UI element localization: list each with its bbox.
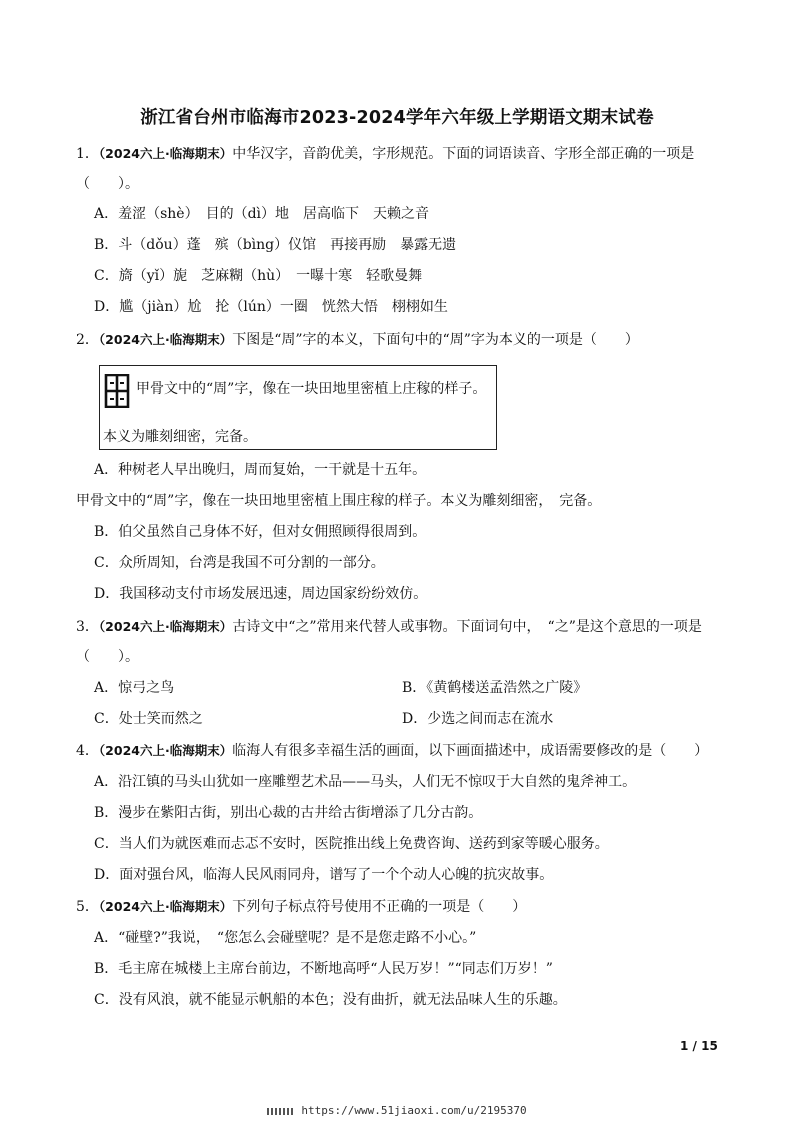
question-number: 3．: [76, 619, 99, 635]
page-number: 1 / 15: [680, 1039, 718, 1053]
question-1-stem: [76, 144, 694, 164]
question-4-option-c: C．当人们为就医难而忐忑不安时，医院推出线上免费咨询、送药到家等暖心服务。: [94, 836, 609, 852]
question-4-option-d: D．面对强台风，临海人民风雨同舟，谱写了一个个动人心魄的抗灾故事。: [94, 867, 554, 883]
question-1-stem-cont: （ ）。: [76, 176, 139, 192]
question-4-option-a: A．沿江镇的马头山犹如一座雕塑艺术品——马头，人们无不惊叹于大自然的鬼斧神工。: [94, 774, 637, 790]
page-title: 浙江省台州市临海市2023-2024学年六年级上学期语文期末试卷: [140, 108, 654, 128]
footer: [0, 1104, 794, 1117]
question-source: （2024六上·临海期末）: [98, 619, 233, 634]
oracle-bone-zhou-glyph-icon: [104, 374, 130, 408]
info-box-line-2: 本义为雕刻细密，完备。: [103, 429, 257, 445]
question-3-option-d: D．少选之间而志在流水: [402, 711, 554, 727]
question-number: 1．: [76, 146, 99, 162]
question-3-options-row-1: [94, 678, 714, 698]
question-5-option-a: A．“碰壁?”我说， “您怎么会碰壁呢？是不是您走路不小心。”: [94, 930, 477, 946]
question-3-option-a: A．惊弓之鸟: [94, 680, 175, 696]
question-2-option-c: C．众所周知，台湾是我国不可分割的一部分。: [94, 555, 385, 571]
question-number: 2．: [76, 332, 99, 348]
oracle-bone-info-box: [99, 365, 497, 450]
question-1-option-a: A．羞涩（shè） 目的（dì）地 居高临下 天赖之音: [94, 206, 430, 222]
question-2-option-a: A．种树老人早出晚归，周而复始，一干就是十五年。: [94, 462, 427, 478]
question-4-option-b: B．漫步在紫阳古街，别出心裁的古井给古街增添了几分古韵。: [94, 805, 483, 821]
question-text: 中华汉字，音韵优美，字形规范。下面的词语读音、字形全部正确的一项是: [232, 146, 695, 162]
question-text: 临海人有很多幸福生活的画面，以下画面描述中，成语需要修改的是（ ）: [232, 743, 709, 759]
question-1-option-c: C．旖（yǐ）旎 芝麻糊（hù） 一曝十寒 轻歌曼舞: [94, 268, 423, 284]
question-source: （2024六上·临海期末）: [98, 899, 233, 914]
question-number: 4．: [76, 743, 99, 759]
question-text: 下列句子标点符号使用不正确的一项是（ ）: [232, 899, 527, 915]
footer-url[interactable]: https://www.51jiaoxi.com/u/2195370: [301, 1104, 527, 1117]
question-2-stem: [76, 330, 639, 350]
question-2-option-b: B．伯父虽然自己身体不好，但对女佣照顾得很周到。: [94, 524, 427, 540]
question-5-stem: [76, 897, 526, 917]
question-text: 下图是“周”字的本义，下面句中的“周”字为本义的一项是（ ）: [232, 332, 639, 348]
question-3-option-b: B．《黄鹤楼送孟浩然之广陵》: [402, 680, 588, 696]
question-source: （2024六上·临海期末）: [98, 743, 233, 758]
question-2-extra-text: 甲骨文中的“周”字，像在一块田地里密植上围庄稼的样子。本义为雕刻细密， 完备。: [76, 493, 602, 509]
question-3-stem-cont: （ ）。: [76, 649, 139, 665]
question-5-option-c: C．没有风浪，就不能显示帆船的本色；没有曲折，就无法品味人生的乐趣。: [94, 992, 567, 1008]
question-3-stem: [76, 617, 702, 637]
question-2-option-d: D．我国移动支付市场发展迅速，周边国家纷纷效仿。: [94, 586, 428, 602]
question-1-option-b: B．斗（dǒu）蓬 殡（bìng）仪馆 再接再励 暴露无遗: [94, 237, 457, 253]
info-box-line-1: 甲骨文中的“周”字，像在一块田地里密植上庄稼的样子。: [136, 381, 487, 397]
question-source: （2024六上·临海期末）: [98, 332, 233, 347]
question-4-stem: [76, 741, 708, 761]
question-3-options-row-2: [94, 709, 714, 729]
question-text: 古诗文中“之”常用来代替人或事物。下面词句中， “之”是这个意思的一项是: [232, 619, 702, 635]
question-number: 5．: [76, 899, 99, 915]
question-1-option-d: D．尴（jiàn）尬 抡（lún）一圈 恍然大悟 栩栩如生: [94, 299, 448, 315]
question-3-option-c: C．处士笑而然之: [94, 711, 203, 727]
question-5-option-b: B．毛主席在城楼上主席台前边，不断地高呼“人民万岁！”“同志们万岁！”: [94, 961, 553, 977]
question-source: （2024六上·临海期末）: [98, 146, 233, 161]
footer-logo-icon: [267, 1108, 295, 1115]
